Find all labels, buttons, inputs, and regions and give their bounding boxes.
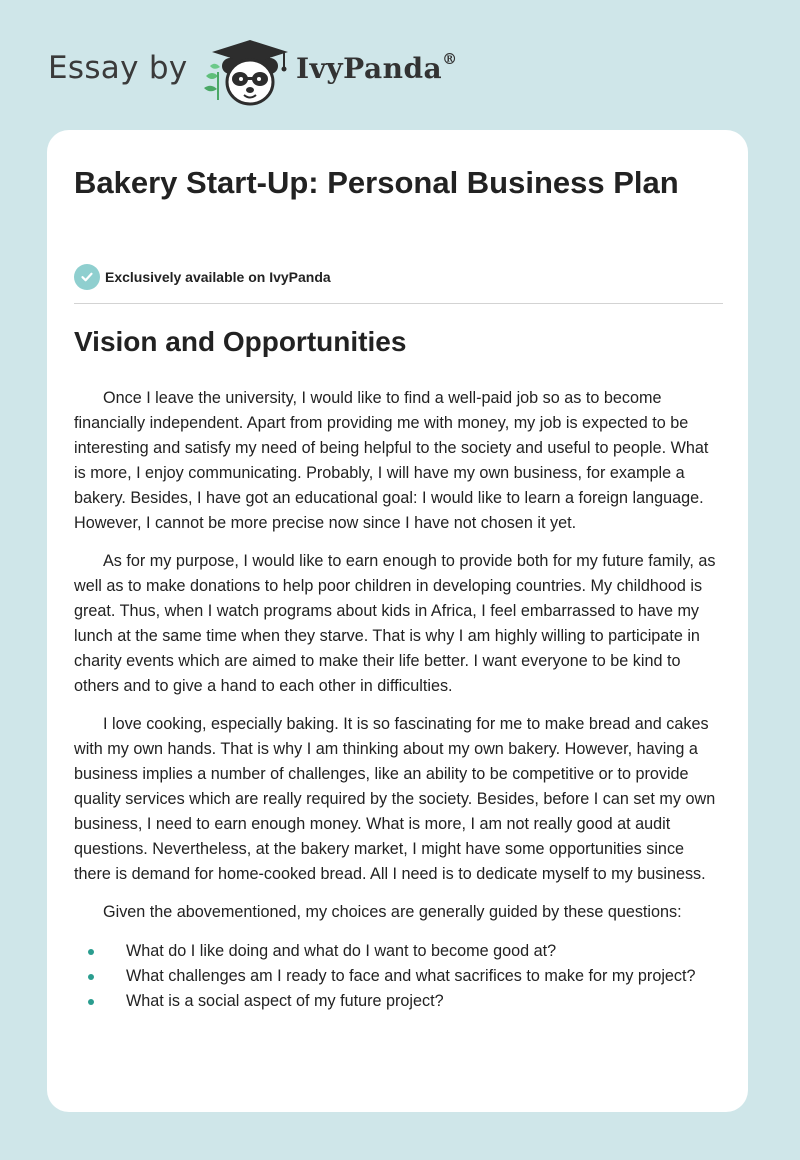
question-list	[74, 939, 724, 1014]
brand-prefix: Essay by	[48, 50, 188, 86]
bullet-dot	[88, 949, 94, 955]
bullet-dot	[88, 974, 94, 980]
panda-graduate-logo-icon[interactable]	[200, 36, 292, 108]
exclusive-badge	[74, 264, 331, 290]
essay-card	[47, 130, 748, 1112]
registered-mark: ®	[442, 49, 458, 68]
list-item-text: What is a social aspect of my future project?	[126, 992, 444, 1010]
paragraph: As for my purpose, I would like to earn enough to provide both for my future family, as well as to make donations to help poor children in developing countries. My childhood is great. Thus, when I watch programs about kids in Africa, I feel embarrassed to have my lunch at the same time when they starve. That is why I am highly willing to participate in charity events which are aimed to make their life better. I want everyone to be kind to others and to give a hand to each other in difficulties.	[74, 552, 716, 695]
paragraph: Given the abovementioned, my choices are generally guided by these questions:	[103, 903, 682, 921]
page-title: Bakery Start-Up: Personal Business Plan	[74, 165, 679, 200]
check-icon	[74, 264, 100, 290]
list-item	[74, 964, 724, 989]
bullet-dot	[88, 999, 94, 1005]
list-item-text: What do I like doing and what do I want to become good at?	[126, 942, 557, 960]
exclusive-label: Exclusively available on IvyPanda	[105, 269, 331, 285]
brand-name-text[interactable]: IvyPanda	[296, 52, 443, 85]
list-item	[74, 989, 724, 1014]
essay-body	[74, 386, 724, 1014]
list-item	[74, 939, 724, 964]
brand-name[interactable]	[296, 49, 458, 85]
site-header	[0, 0, 800, 130]
list-item-text: What challenges am I ready to face and what sacrifices to make for my project?	[126, 967, 696, 985]
section-heading: Vision and Opportunities	[74, 326, 407, 357]
divider	[74, 303, 723, 304]
paragraph: I love cooking, especially baking. It is so fascinating for me to make bread and cakes with my own hands. That is why I am thinking about my own bakery. However, having a business implies a number of challenges, like an ability to be competitive or to provide quality services which are really required by the society. Besides, before I can set my own business, I need to earn enough money. What is more, I am not really good at audit questions. Nevertheless, at the bakery market, I might have some opportunities since there is demand for home-cooked bread. All I need is to dedicate myself to my business.	[74, 715, 716, 883]
paragraph: Once I leave the university, I would like to find a well-paid job so as to become financially independent. Apart from providing me with money, my job is expected to be interesting and satisfy my need of being helpful to the society and useful to people. What is more, I enjoy communicating. Probably, I will have my own business, for example a bakery. Besides, I have got an educational goal: I would like to learn a foreign language. However, I cannot be more precise now since I have not chosen it yet.	[74, 389, 709, 532]
